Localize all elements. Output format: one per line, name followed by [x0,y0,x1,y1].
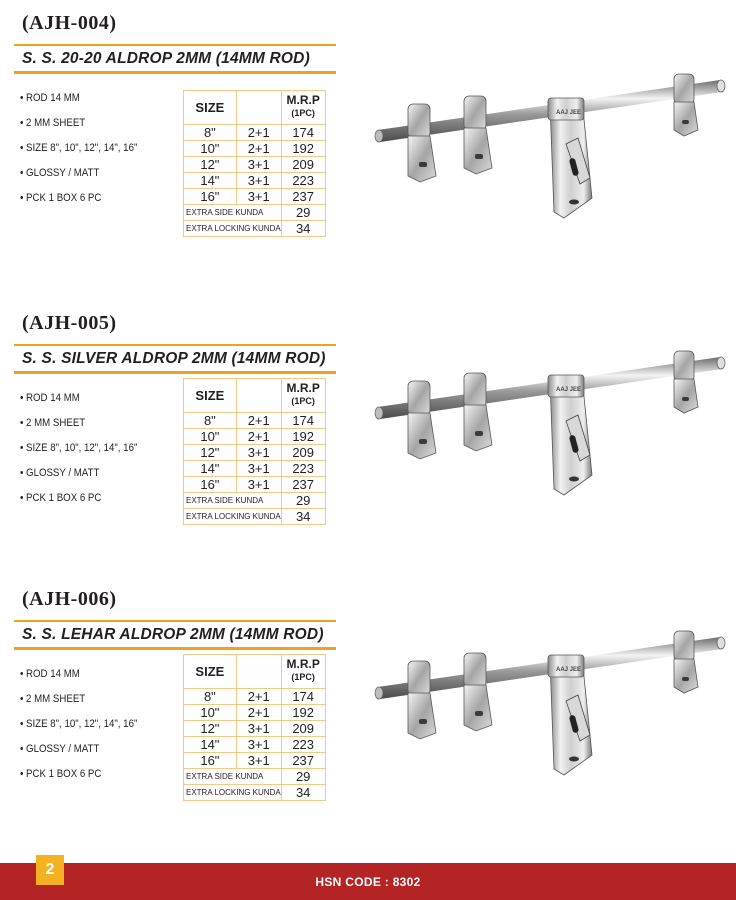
product-code: (AJH-004) [22,12,117,34]
size-header: SIZE [184,655,237,689]
product-title-bar [14,344,336,374]
extra-row: EXTRA LOCKING KUNDA 34 [184,221,326,237]
table-row: 10" 2+1 192 [184,141,326,157]
mrp-header: M.R.P (1PC) [281,655,325,689]
size-header: SIZE [184,379,237,413]
mrp-header: M.R.P (1PC) [281,91,325,125]
title-underline [14,71,336,74]
feature-item: • PCK 1 BOX 6 PC [20,768,102,780]
extra-row: EXTRA SIDE KUNDA 29 [184,493,326,509]
product-title-bar [14,44,336,74]
table-row: 14" 3+1 223 [184,461,326,477]
page-number: 2 [36,855,64,885]
table-row: 8" 2+1 174 [184,689,326,705]
extra-row: EXTRA LOCKING KUNDA 34 [184,785,326,801]
table-row: 10" 2+1 192 [184,705,326,721]
size-header: SIZE [184,91,237,125]
feature-item: • PCK 1 BOX 6 PC [20,492,102,504]
price-table [183,378,326,525]
product-title: S. S. 20-20 ALDROP 2MM (14MM ROD) [22,50,310,67]
feature-list [20,86,153,211]
product-code: (AJH-006) [22,588,117,610]
feature-item: • SIZE 8", 10", 12", 14", 16" [20,142,138,154]
table-row: 16" 3+1 237 [184,477,326,493]
product-title: S. S. LEHAR ALDROP 2MM (14MM ROD) [22,626,324,643]
feature-item: • ROD 14 MM [20,392,80,404]
table-row: 16" 3+1 237 [184,753,326,769]
table-row: 12" 3+1 209 [184,157,326,173]
table-row: 8" 2+1 174 [184,413,326,429]
feature-list [20,386,153,511]
extra-row: EXTRA SIDE KUNDA 29 [184,205,326,221]
feature-item: • 2 MM SHEET [20,417,86,429]
footer-bar [0,863,736,900]
product-section-2 [0,300,736,565]
product-title-bar [14,620,336,650]
qty-header [236,91,281,125]
extra-row: EXTRA LOCKING KUNDA 34 [184,509,326,525]
qty-header [236,379,281,413]
table-row: 12" 3+1 209 [184,721,326,737]
table-row: 12" 3+1 209 [184,445,326,461]
table-row: 16" 3+1 237 [184,189,326,205]
title-underline [14,371,336,374]
feature-item: • PCK 1 BOX 6 PC [20,192,102,204]
aldrop-product-image [368,330,728,530]
table-row: 14" 3+1 223 [184,737,326,753]
qty-header [236,655,281,689]
feature-item: • 2 MM SHEET [20,693,86,705]
price-table [183,90,326,237]
feature-item: • GLOSSY / MATT [20,167,100,179]
price-table [183,654,326,801]
extra-row: EXTRA SIDE KUNDA 29 [184,769,326,785]
aldrop-product-image [368,610,728,810]
product-title: S. S. SILVER ALDROP 2MM (14MM ROD) [22,350,326,367]
mrp-header: M.R.P (1PC) [281,379,325,413]
aldrop-product-image [368,58,728,248]
feature-item: • SIZE 8", 10", 12", 14", 16" [20,442,138,454]
table-row: 8" 2+1 174 [184,125,326,141]
product-section-1 [0,0,736,265]
feature-item: • GLOSSY / MATT [20,467,100,479]
feature-item: • ROD 14 MM [20,92,80,104]
feature-item: • GLOSSY / MATT [20,743,100,755]
feature-item: • 2 MM SHEET [20,117,86,129]
table-row: 14" 3+1 223 [184,173,326,189]
feature-item: • ROD 14 MM [20,668,80,680]
hsn-code: HSN CODE : 8302 [315,875,421,889]
feature-item: • SIZE 8", 10", 12", 14", 16" [20,718,138,730]
feature-list [20,662,153,787]
table-row: 10" 2+1 192 [184,429,326,445]
product-code: (AJH-005) [22,312,117,334]
product-section-3 [0,576,736,841]
title-underline [14,647,336,650]
